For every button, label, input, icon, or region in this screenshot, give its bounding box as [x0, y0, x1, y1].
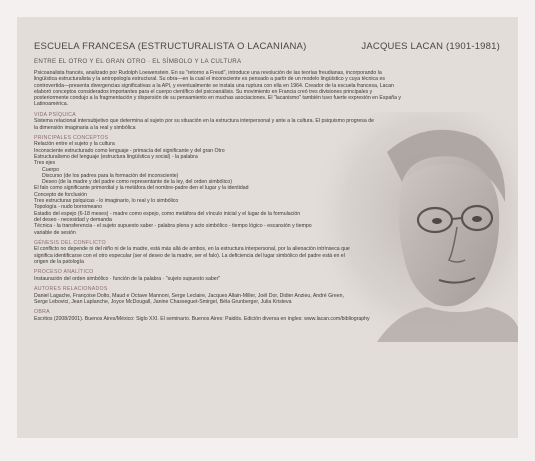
author-name: JACQUES LACAN (1901-1981)	[361, 41, 500, 52]
content	[34, 41, 504, 322]
concept-item: variable de sesión	[34, 229, 76, 236]
header	[34, 41, 504, 55]
concept-item: El falo como significante primordial y la metáfora del nombre-padre den el lugar y la identidad	[34, 185, 249, 192]
section-vida-psiquica	[34, 112, 504, 131]
concept-item: Inconsciente estructurado como lenguaje - primacía del significante y del gran Otro	[34, 147, 225, 154]
concept-item: del deseo - necesidad y demanda	[34, 216, 112, 223]
concept-item: Estadio del espejo (6-18 meses) - madre como espejo, como metáfora del vínculo inicial y el lugar de la formulación	[34, 210, 301, 217]
concept-item: Relación entre el sujeto y la cultura	[34, 141, 115, 148]
intro-paragraph: Psicoanalista francés, analizado por Rudolph Loewenstein. En su "retorno a Freud", introduce una revolución de las teorías freudianas, incorporando la lingüística estructuralista y la antropología estructural. Su obra—en la cual el inconsciente es pensado a partir de un modelo lingüístico y cuya técnica es controvertida—presenta divergencias significativas a la API, y eventualmente se instala una ruptura con ella en 1964. Creador de la escuela francesa, Lacan elaboró conceptos considerados importantes para el cuerpo científico del psicoanálisis. Su movimiento en Francia creó tres divisiones principales y posteriormente condujo a la fragmentación y dispersión de su pensamiento en muchas asociaciones. El "lacanismo" también tuvo fuerte expresión en España y Latinoamérica.	[34, 70, 402, 108]
section-title: AUTORES RELACIONADOS	[34, 286, 108, 293]
section-autores	[34, 286, 504, 305]
school-title: ESCUELA FRANCESA (ESTRUCTURALISTA O LACANIANA)	[34, 41, 307, 52]
concept-item: Tres estructuras psíquicas - lo imaginario, lo real y lo simbólico	[34, 198, 179, 205]
section-title: PRINCIPALES CONCEPTOS	[34, 134, 109, 141]
section-text: Instauración del orden simbólico · función de la palabra · "sujeto supuesto saber"	[34, 275, 221, 282]
concept-item: Tres ejes	[34, 160, 56, 167]
section-title: GÉNESIS DEL CONFLICTO	[34, 239, 107, 246]
subtitle: ENTRE EL OTRO Y EL GRAN OTRO · EL SÍMBOLO Y LA CULTURA	[34, 58, 242, 65]
concept-item: Concepto de forclusión	[34, 191, 88, 198]
section-text: Escritos (2008/2001). Buenos Aires/México: Siglo XXI. El seminario. Buenos Aires: Paidós. Edición diversa en ingles: www.lacan.com/bibliography	[34, 315, 370, 322]
concept-item: Topología - nudo borromeano	[34, 204, 103, 211]
concept-item: Técnica - la transferencia - el sujeto supuesto saber - palabra plena y acto simbólico - tiempo lógico - escansión y tiempo	[34, 223, 312, 230]
concept-list	[34, 141, 504, 235]
section-title: VIDA PSÍQUICA	[34, 111, 76, 118]
section-title: OBRA	[34, 309, 50, 316]
concept-item: Cuerpo	[42, 166, 60, 173]
info-card	[17, 17, 518, 438]
section-conceptos	[34, 135, 504, 236]
concept-item: Discurso (de los padres para la formación del inconsciente)	[42, 172, 179, 179]
section-title: PROCESO ANALÍTICO	[34, 269, 94, 276]
section-text: El conflicto no depende ni del niño ni de la madre, está más allá de ambos, en la estructura interpersonal, por la alienación intrínseca que significa identificarse con el otro especular (ser el deseo de la madre, ser el falo). La deficiencia del lugar simbólico del padre está en el origen de la patología	[34, 246, 350, 265]
section-obra	[34, 309, 504, 322]
concept-item: Deseo (de la madre y del padre como representante de la ley, del orden simbólico)	[42, 179, 232, 186]
concept-item: Estructuralismo del lenguaje (estructura lingüística y social) - la palabra	[34, 153, 198, 160]
section-text: Sistema relacional intersubjetivo que determina al sujeto por su situación en la estructura interpersonal y ante a la cultura. El psiquismo progresa de la dimensión imaginaria a la real y simbólica	[34, 118, 374, 131]
section-conflicto	[34, 240, 504, 265]
section-text: Daniel Lagache, Françoise Dolto, Maud e Octave Mannoni, Serge Leclaire, Jacques Allain-Miller, Joël Dor, Didier Anzieu, André Green, Serge Lebovici, Jean Laplanche, Joyce McDougall, Janine Chasseguet-Smirgel, Béla Grunberger, Julia Kristeva	[34, 292, 344, 305]
section-analitico	[34, 269, 504, 282]
